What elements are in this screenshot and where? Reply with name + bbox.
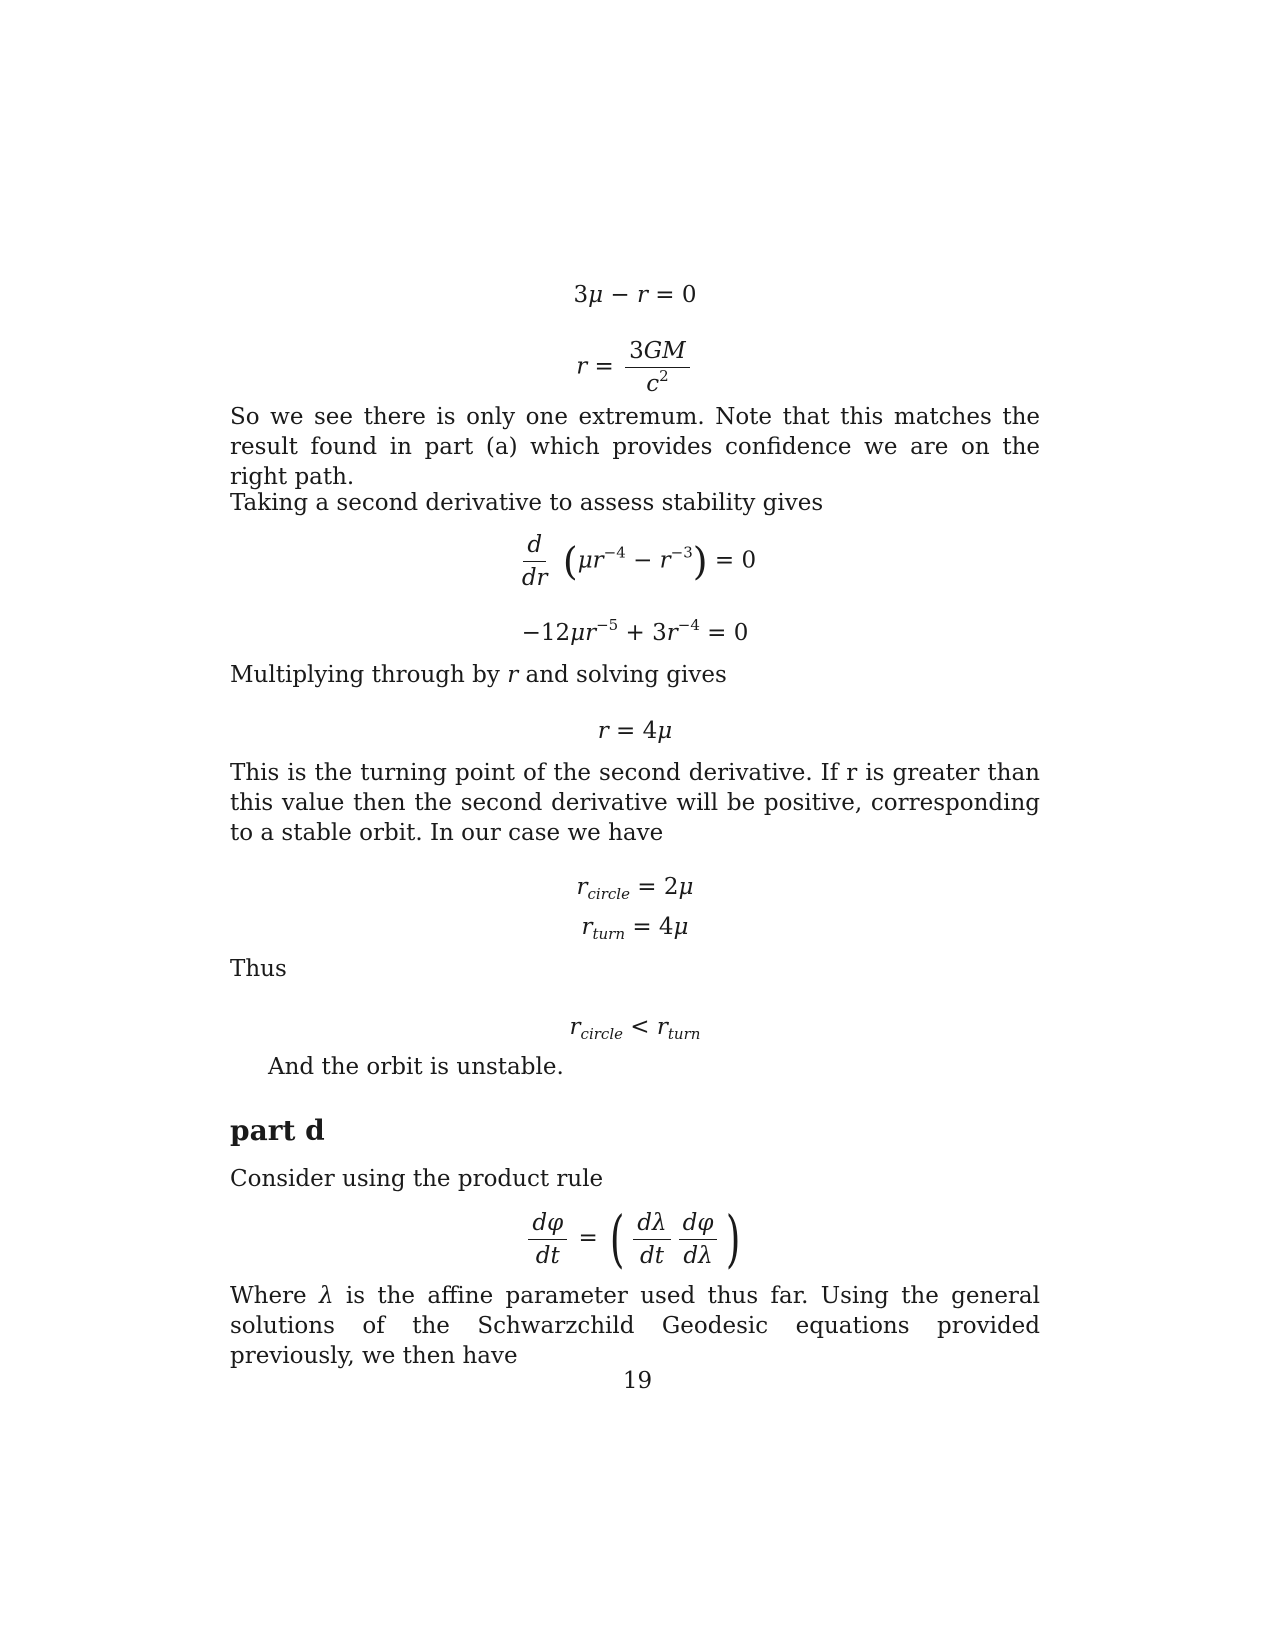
paragraph-product-rule: Consider using the product rule <box>230 1166 604 1192</box>
equation-r-turn: $r_{turn} = 4\mu$ <box>581 914 689 943</box>
paragraph-extremum: So we see there is only one extremum. Note that this matches the result found in part (a) which provides confidence we are on the right path. <box>230 404 1040 490</box>
equation-r-circle: $r_{circle} = 2\mu$ <box>576 874 694 903</box>
paragraph-turning-point: This is the turning point of the second derivative. If r is greater than this value then the second derivative will be positive, corresponding to a stable orbit. In our case we have <box>230 760 1040 846</box>
equation-product-rule: $\frac{d\varphi}{dt}$ = ( $\frac{d\lambda}{dt}$ $\frac{d\varphi}{d\lambda}$ ) <box>230 1208 1040 1270</box>
paragraph-thus: Thus <box>230 956 287 982</box>
paragraph-unstable: And the orbit is unstable. <box>268 1054 564 1080</box>
equation-radius-3gm: r = $\frac{3GM}{c^2}$ <box>230 338 1040 397</box>
paragraph-multiplying: Multiplying through by r and solving gives <box>230 662 727 688</box>
section-heading-part-d: part d <box>230 1114 325 1147</box>
equation-second-derivative: $\frac{d}{dr}$ $(\mu r^{-4} - r^{-3}) = 0$ <box>521 532 757 591</box>
page-number: 19 <box>622 1368 653 1394</box>
equation-inequality: $r_{circle} < r_{turn}$ <box>569 1014 701 1043</box>
equation-extremum: 3μ − r = 0 <box>573 282 697 308</box>
equation-r-4mu: r = 4μ <box>597 718 673 744</box>
paragraph-affine-parameter: Where λ is the affine parameter used thus far. Using the general solutions of the Schwarzchild Geodesic equations provided previously, we then have <box>230 1283 1040 1369</box>
equation-expanded-derivative: $-12\mu r^{-5} + 3r^{-4} = 0$ <box>521 616 749 646</box>
paragraph-second-derivative: Taking a second derivative to assess stability gives <box>230 490 824 516</box>
